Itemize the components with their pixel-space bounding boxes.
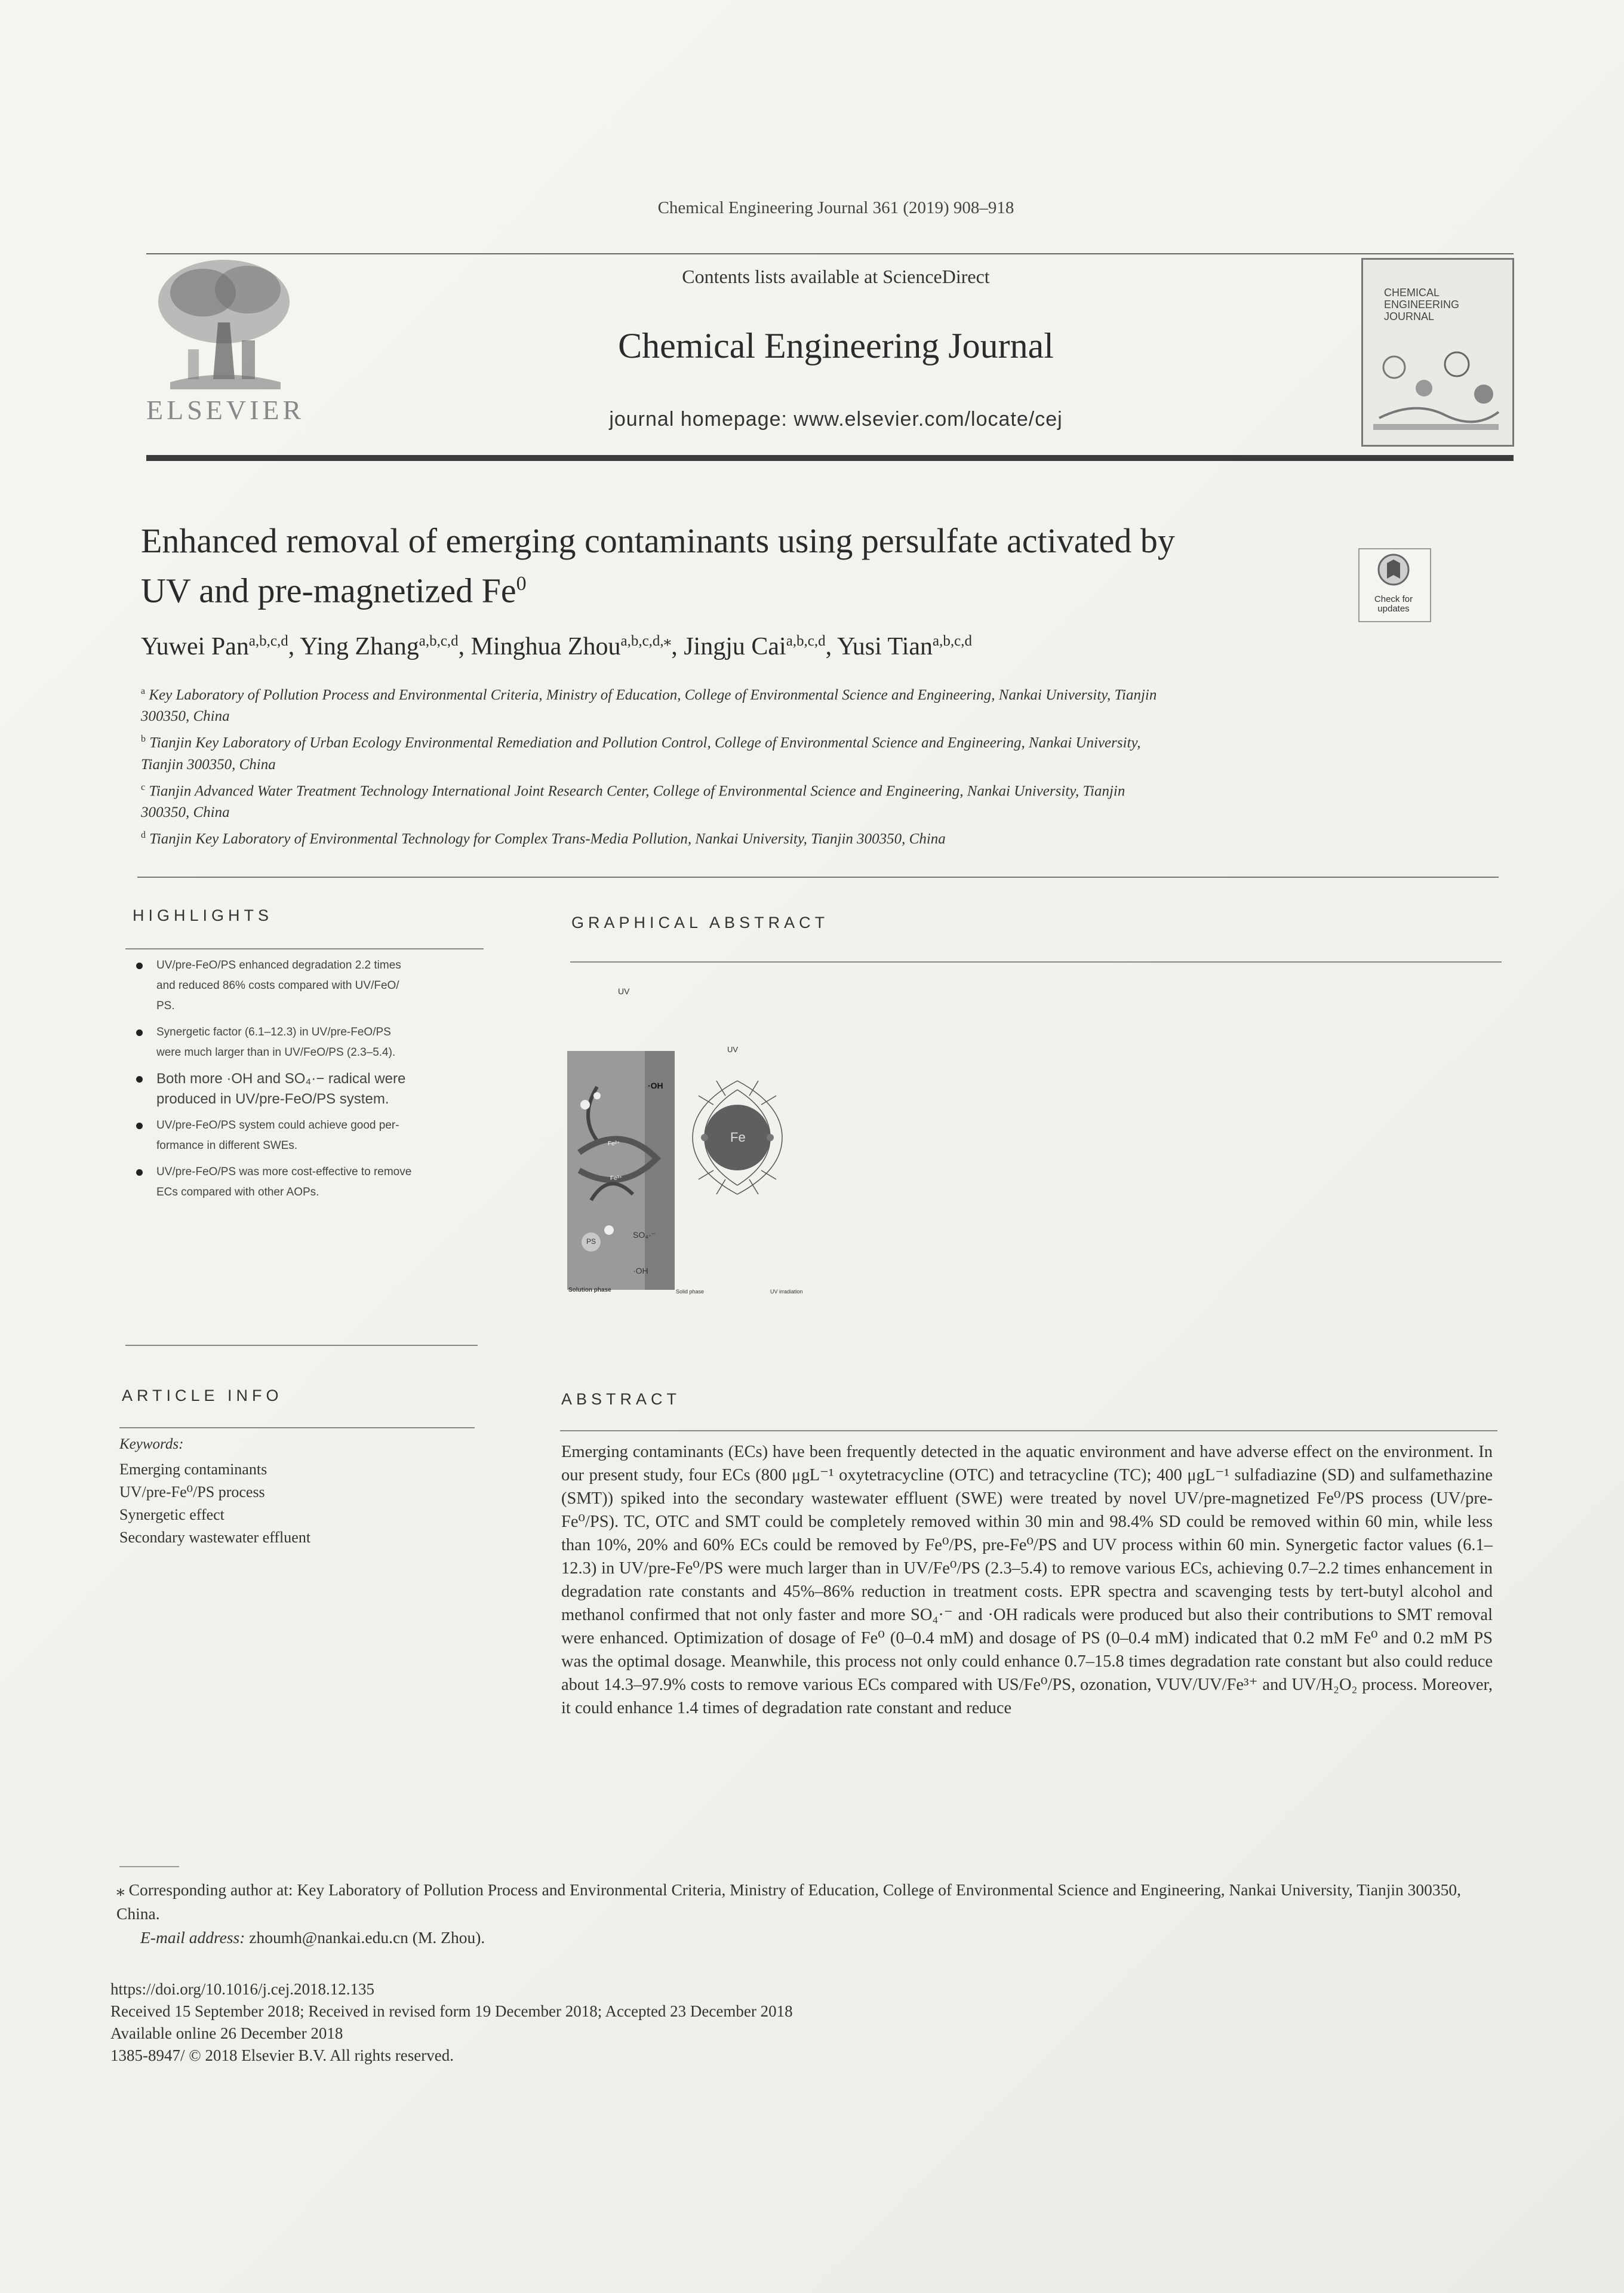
affiliation: $^c$ Tianjin Advanced Water Treatment Technology International Joint Research Center, College of Environmental Science and Engineering, Nankai University, Tianjin 300350, China xyxy=(141,782,1125,820)
graphical-abstract-heading: GRAPHICAL ABSTRACT xyxy=(571,914,829,932)
front-matter xyxy=(110,1978,1185,2067)
available-online: Available online 26 December 2018 xyxy=(110,2024,343,2042)
masthead-top-rule xyxy=(146,253,1514,254)
keywords-list xyxy=(119,1458,490,1549)
highlight-item: UV/pre-FeO/PS enhanced degradation 2.2 times and reduced 86% costs compared with UV/FeO/ PS. xyxy=(133,955,491,1016)
keyword-item: Secondary wastewater effluent xyxy=(119,1529,311,1546)
ga-so4-label: SO₄·⁻ xyxy=(633,1230,656,1240)
abstract-heading: ABSTRACT xyxy=(561,1390,681,1408)
article-info-heading: ARTICLE INFO xyxy=(122,1387,283,1404)
footnote-rule xyxy=(119,1866,179,1867)
author-name[interactable]: Ying Zhang xyxy=(300,633,419,660)
cover-art xyxy=(1367,334,1505,436)
affiliation: $^b$ Tianjin Key Laboratory of Urban Ecology Environmental Remediation and Pollution Control, College of Environmental Science and Engineering, Nankai University, Tianjin 300350, China xyxy=(141,734,1141,773)
running-head: Chemical Engineering Journal 361 (2019) 908–918 xyxy=(657,198,1014,217)
contents-line: Contents lists available at ScienceDirect xyxy=(682,266,990,287)
masthead-bottom-rule xyxy=(146,455,1514,461)
affiliations xyxy=(141,681,1335,851)
highlights-bottom-rule xyxy=(125,1345,478,1346)
author-name[interactable]: Jingju Cai xyxy=(684,633,786,660)
bullet-icon xyxy=(136,1169,143,1176)
ga-uv-irradiation-label: UV irradiation xyxy=(770,1289,803,1295)
ga-uv-label-right: UV xyxy=(727,1045,739,1054)
article-info-rule xyxy=(119,1427,475,1428)
email-line: E-mail address: zhoumh@nankai.edu.cn (M. Zhou). xyxy=(140,1928,485,1947)
graphical-abstract-rule xyxy=(570,961,1502,963)
author-list: Yuwei Pan$^{a,b,c,d}$, Ying Zhang$^{a,b,c,d}$, Minghua Zhou$^{a,b,c,d,⁎}$, Jingju Cai$^{a,b,c,d}$, Yusi Tian$^{a,b,c,d}$ xyxy=(141,633,972,660)
ga-oh-top: ·OH xyxy=(648,1081,663,1090)
journal-homepage-link[interactable]: journal homepage: www.elsevier.com/locate/cej xyxy=(609,408,1063,431)
highlight-item: UV/pre-FeO/PS was more cost-effective to remove ECs compared with other AOPs. xyxy=(133,1162,491,1203)
highlights-list xyxy=(133,955,491,1209)
keyword-item: UV/pre-Fe⁰/PS process xyxy=(119,1483,265,1501)
bullet-icon xyxy=(136,1123,143,1129)
journal-title: Chemical Engineering Journal xyxy=(618,326,1054,365)
corresponding-author-text: ⁎ Corresponding author at: Key Laboratory of Pollution Process and Environmental Criteria, Ministry of Education, College of Environmental Science and Engineering, Nankai University, Tianjin 300350, China. xyxy=(116,1880,1462,1923)
corresponding-author-footnote xyxy=(116,1878,1490,1950)
keyword-item: Synergetic effect xyxy=(119,1506,224,1523)
check-for-updates-icon xyxy=(1376,552,1411,589)
highlights-heading: HIGHLIGHTS xyxy=(133,906,273,924)
received-dates: Received 15 September 2018; Received in revised form 19 December 2018; Accepted 23 December 2018 xyxy=(110,2002,793,2020)
ga-fe3-label: Fe³⁺ xyxy=(610,1175,623,1182)
email-link[interactable]: zhoumh@nankai.edu.cn (M. Zhou). xyxy=(249,1928,485,1947)
ga-fe2-label: Fe²⁺ xyxy=(608,1141,620,1147)
title-superscript: 0 xyxy=(516,573,527,595)
bullet-icon xyxy=(136,963,143,969)
affiliation: $^d$ Tianjin Key Laboratory of Environmental Technology for Complex Trans-Media Pollution, Nankai University, Tianjin 300350, China xyxy=(141,829,946,847)
affiliations-divider xyxy=(137,877,1499,878)
copyright: 1385-8947/ © 2018 Elsevier B.V. All rights reserved. xyxy=(110,2046,454,2064)
keyword-item: Emerging contaminants xyxy=(119,1461,267,1478)
ga-solid-phase-label: Solid phase xyxy=(676,1289,705,1295)
ga-fe-core-label: Fe xyxy=(730,1130,746,1145)
author-name[interactable]: Minghua Zhou xyxy=(470,633,621,660)
title-line-2: UV and pre-magnetized Fe$^0$ xyxy=(141,571,527,610)
article-title xyxy=(141,520,1335,612)
title-line-1: Enhanced removal of emerging contaminants using persulfate activated by xyxy=(141,521,1175,560)
bullet-icon xyxy=(136,1076,143,1083)
keywords-label: Keywords: xyxy=(119,1436,184,1452)
ga-oh-bottom: ·OH xyxy=(633,1266,648,1275)
ga-solution-phase-label: Solution phase xyxy=(568,1287,611,1293)
graphical-abstract-figure xyxy=(567,1045,854,1302)
check-for-updates-label: Check for updates xyxy=(1374,594,1413,614)
highlight-item: UV/pre-FeO/PS system could achieve good per- formance in different SWEs. xyxy=(133,1115,491,1156)
author-name[interactable]: Yuwei Pan xyxy=(141,633,249,660)
elsevier-wordmark: ELSEVIER xyxy=(146,395,305,425)
abstract-rule xyxy=(560,1430,1497,1431)
ga-ps-label: PS xyxy=(586,1237,596,1246)
highlight-item: Both more ·OH and SO₄·− radical were produced in UV/pre-FeO/PS system. xyxy=(133,1069,491,1109)
affiliation: $^a$ Key Laboratory of Pollution Process and Environmental Criteria, Ministry of Education, College of Environmental Science and Engineering, Nankai University, Tianjin 300350, China xyxy=(141,686,1157,725)
highlights-rule xyxy=(125,948,484,949)
doi-link[interactable]: https://doi.org/10.1016/j.cej.2018.12.135 xyxy=(110,1980,374,1998)
highlight-item: Synergetic factor (6.1–12.3) in UV/pre-FeO/PS were much larger than in UV/FeO/PS (2.3–5.4). xyxy=(133,1022,491,1063)
abstract-body: Emerging contaminants (ECs) have been frequently detected in the aquatic environment and have adverse effect on the environment. In our present study, four ECs (800 μgL⁻¹ oxytetracycline (OTC) and tetracycline (TC); 400 μgL⁻¹ sulfadiazine (SD) and sulfamethazine (SMT)) spiked into the secondary wastewater effluent (SWE) were treated by novel UV/pre-magnetized Fe⁰/PS process (UV/pre-Fe⁰/PS). TC, OTC and SMT could be completely removed within 30 min and 98.4% SD could be removed within 60 min, while less than 10%, 20% and 60% ECs could be removed by Fe⁰/PS, pre-Fe⁰/PS and UV process within 60 min. Synergetic factor values (6.1–12.3) in UV/pre-Fe⁰/PS were much larger than in UV/Fe⁰/PS (2.3–5.4) to remove various ECs, achieving 0.7–2.2 times enhancement in degradation rate constants and 45%–86% reduction in treatment costs. EPR spectra and scavenging tests by tert-butyl alcohol and methanol confirmed that not only faster and more SO₄·⁻ and ·OH radicals were produced but also their contributions to SMT removal were enhanced. Optimization of dosage of Fe⁰ (0–0.4 mM) and dosage of PS (0–0.4 mM) indicated that 0.2 mM Fe⁰ and 0.2 mM PS was the optimal dosage. Meanwhile, this process not only could enhance 0.7–15.8 times degradation rate constant but also could reduce about 14.3–97.9% costs to remove various ECs compared with US/Fe⁰/PS, ozonation, VUV/UV/Fe³⁺ and UV/H₂O₂ process. Moreover, it could enhance 1.4 times of degradation rate constant and reduce xyxy=(561,1443,1493,1717)
author-name[interactable]: Yusi Tian xyxy=(837,633,933,660)
cover-title: CHEMICAL ENGINEERING JOURNAL xyxy=(1384,287,1460,322)
bullet-icon xyxy=(136,1029,143,1036)
ga-uv-label-left: UV xyxy=(618,986,630,996)
